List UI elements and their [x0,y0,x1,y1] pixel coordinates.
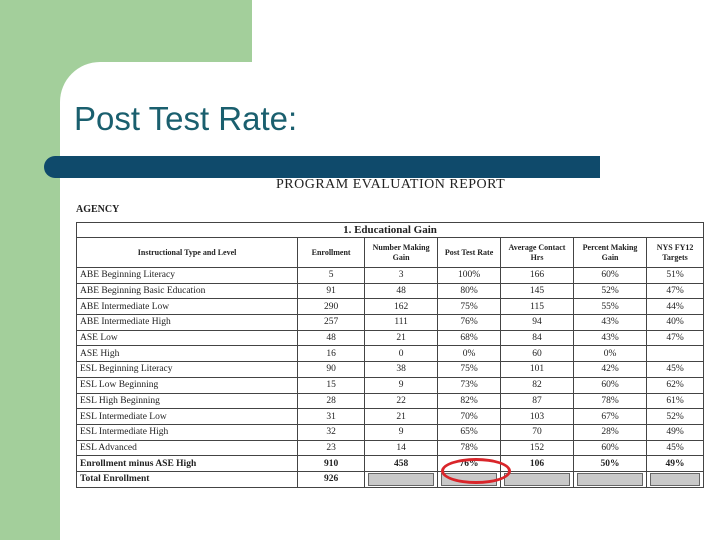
table-cell: 458 [365,456,438,472]
table-cell: 15 [298,377,365,393]
col-header: NYS FY12 Targets [647,238,704,268]
row-label: ABE Beginning Basic Education [77,283,298,299]
table-row [77,362,704,378]
table-row [77,424,704,440]
table-cell: 21 [365,330,438,346]
table-cell: 31 [298,409,365,425]
slide-title: Post Test Rate: [74,100,298,137]
row-label: ABE Intermediate Low [77,299,298,315]
table-cell: 32 [298,424,365,440]
table-cell: 0% [574,346,647,362]
table-cell: 152 [501,440,574,456]
shaded-cell [647,471,704,487]
table-cell [647,346,704,362]
table-cell: 65% [438,424,501,440]
table-cell: 60% [574,377,647,393]
row-label: ABE Intermediate High [77,315,298,331]
table-cell: 42% [574,362,647,378]
table-cell: 43% [574,330,647,346]
table-cell: 100% [438,268,501,284]
table-cell: 45% [647,362,704,378]
table-cell: 76% [438,456,501,472]
table-row [77,315,704,331]
table-cell: 49% [647,424,704,440]
table-cell: 78% [438,440,501,456]
table-cell: 48 [365,283,438,299]
shaded-block [650,473,700,486]
table-cell: 87 [501,393,574,409]
shaded-cell [574,471,647,487]
table-cell: 43% [574,315,647,331]
table-cell: 68% [438,330,501,346]
table-row [77,440,704,456]
row-label: ASE High [77,346,298,362]
table-cell: 115 [501,299,574,315]
table-cell: 0% [438,346,501,362]
col-header: Instructional Type and Level [77,238,298,268]
col-header: Number Making Gain [365,238,438,268]
report-title: PROGRAM EVALUATION REPORT [276,177,506,192]
table-cell: 80% [438,283,501,299]
table-cell: 75% [438,299,501,315]
table-cell: 106 [501,456,574,472]
table-cell: 23 [298,440,365,456]
table-cell: 16 [298,346,365,362]
table-cell: 91 [298,283,365,299]
table-row [77,346,704,362]
table-cell: 9 [365,377,438,393]
table-cell: 3 [365,268,438,284]
table-row [77,268,704,284]
table-cell: 94 [501,315,574,331]
table-cell: 60% [574,268,647,284]
table-cell: 67% [574,409,647,425]
table-cell: 166 [501,268,574,284]
table-cell: 910 [298,456,365,472]
row-label: ESL Intermediate High [77,424,298,440]
table-cell: 5 [298,268,365,284]
educational-gain-table [76,222,704,488]
table-row [77,283,704,299]
table-cell: 51% [647,268,704,284]
table-row [77,377,704,393]
row-label: Enrollment minus ASE High [77,456,298,472]
table-cell: 60 [501,346,574,362]
table-cell: 14 [365,440,438,456]
table-cell: 55% [574,299,647,315]
table-cell: 45% [647,440,704,456]
col-header: Percent Making Gain [574,238,647,268]
table-cell: 290 [298,299,365,315]
row-label: ESL High Beginning [77,393,298,409]
row-label: ESL Advanced [77,440,298,456]
section-heading: 1. Educational Gain [77,223,704,238]
table-cell: 40% [647,315,704,331]
table-cell: 47% [647,283,704,299]
enrollment-minus-row [77,456,704,472]
col-header: Enrollment [298,238,365,268]
row-label: ASE Low [77,330,298,346]
table-cell: 70% [438,409,501,425]
table-cell: 90 [298,362,365,378]
table-cell: 78% [574,393,647,409]
table-cell: 38 [365,362,438,378]
row-label: ESL Low Beginning [77,377,298,393]
shaded-block [504,473,570,486]
row-label: ESL Beginning Literacy [77,362,298,378]
table-cell: 50% [574,456,647,472]
table-cell: 162 [365,299,438,315]
table-cell: 101 [501,362,574,378]
table-cell: 145 [501,283,574,299]
highlight-circle [441,458,511,484]
table-cell: 22 [365,393,438,409]
agency-label: AGENCY [76,204,120,215]
table-cell: 82% [438,393,501,409]
row-label: ESL Intermediate Low [77,409,298,425]
table-cell: 47% [647,330,704,346]
table-cell: 82 [501,377,574,393]
table-cell: 49% [647,456,704,472]
table-cell: 111 [365,315,438,331]
table-cell: 76% [438,315,501,331]
background-green-strip [0,0,60,540]
table-cell: 44% [647,299,704,315]
table-cell: 257 [298,315,365,331]
table-row [77,393,704,409]
table-cell: 75% [438,362,501,378]
table-cell: 926 [298,471,365,487]
row-label: ABE Beginning Literacy [77,268,298,284]
table-row [77,409,704,425]
row-label: Total Enrollment [77,471,298,487]
table-cell: 52% [647,409,704,425]
table-cell: 84 [501,330,574,346]
total-enrollment-row [77,471,704,487]
col-header: Post Test Rate [438,238,501,268]
shaded-cell [365,471,438,487]
table-cell: 70 [501,424,574,440]
table-cell: 103 [501,409,574,425]
table-cell: 0 [365,346,438,362]
table-row [77,330,704,346]
table-cell: 28 [298,393,365,409]
table-cell: 28% [574,424,647,440]
table-cell: 52% [574,283,647,299]
table-cell: 48 [298,330,365,346]
table-cell: 62% [647,377,704,393]
shaded-block [368,473,434,486]
table-cell: 61% [647,393,704,409]
table-row [77,299,704,315]
shaded-block [577,473,643,486]
title-underline-bar [44,156,600,178]
shaded-cell [501,471,574,487]
table-cell: 60% [574,440,647,456]
col-header: Average Contact Hrs [501,238,574,268]
table-cell: 73% [438,377,501,393]
table-cell: 9 [365,424,438,440]
table-cell: 21 [365,409,438,425]
